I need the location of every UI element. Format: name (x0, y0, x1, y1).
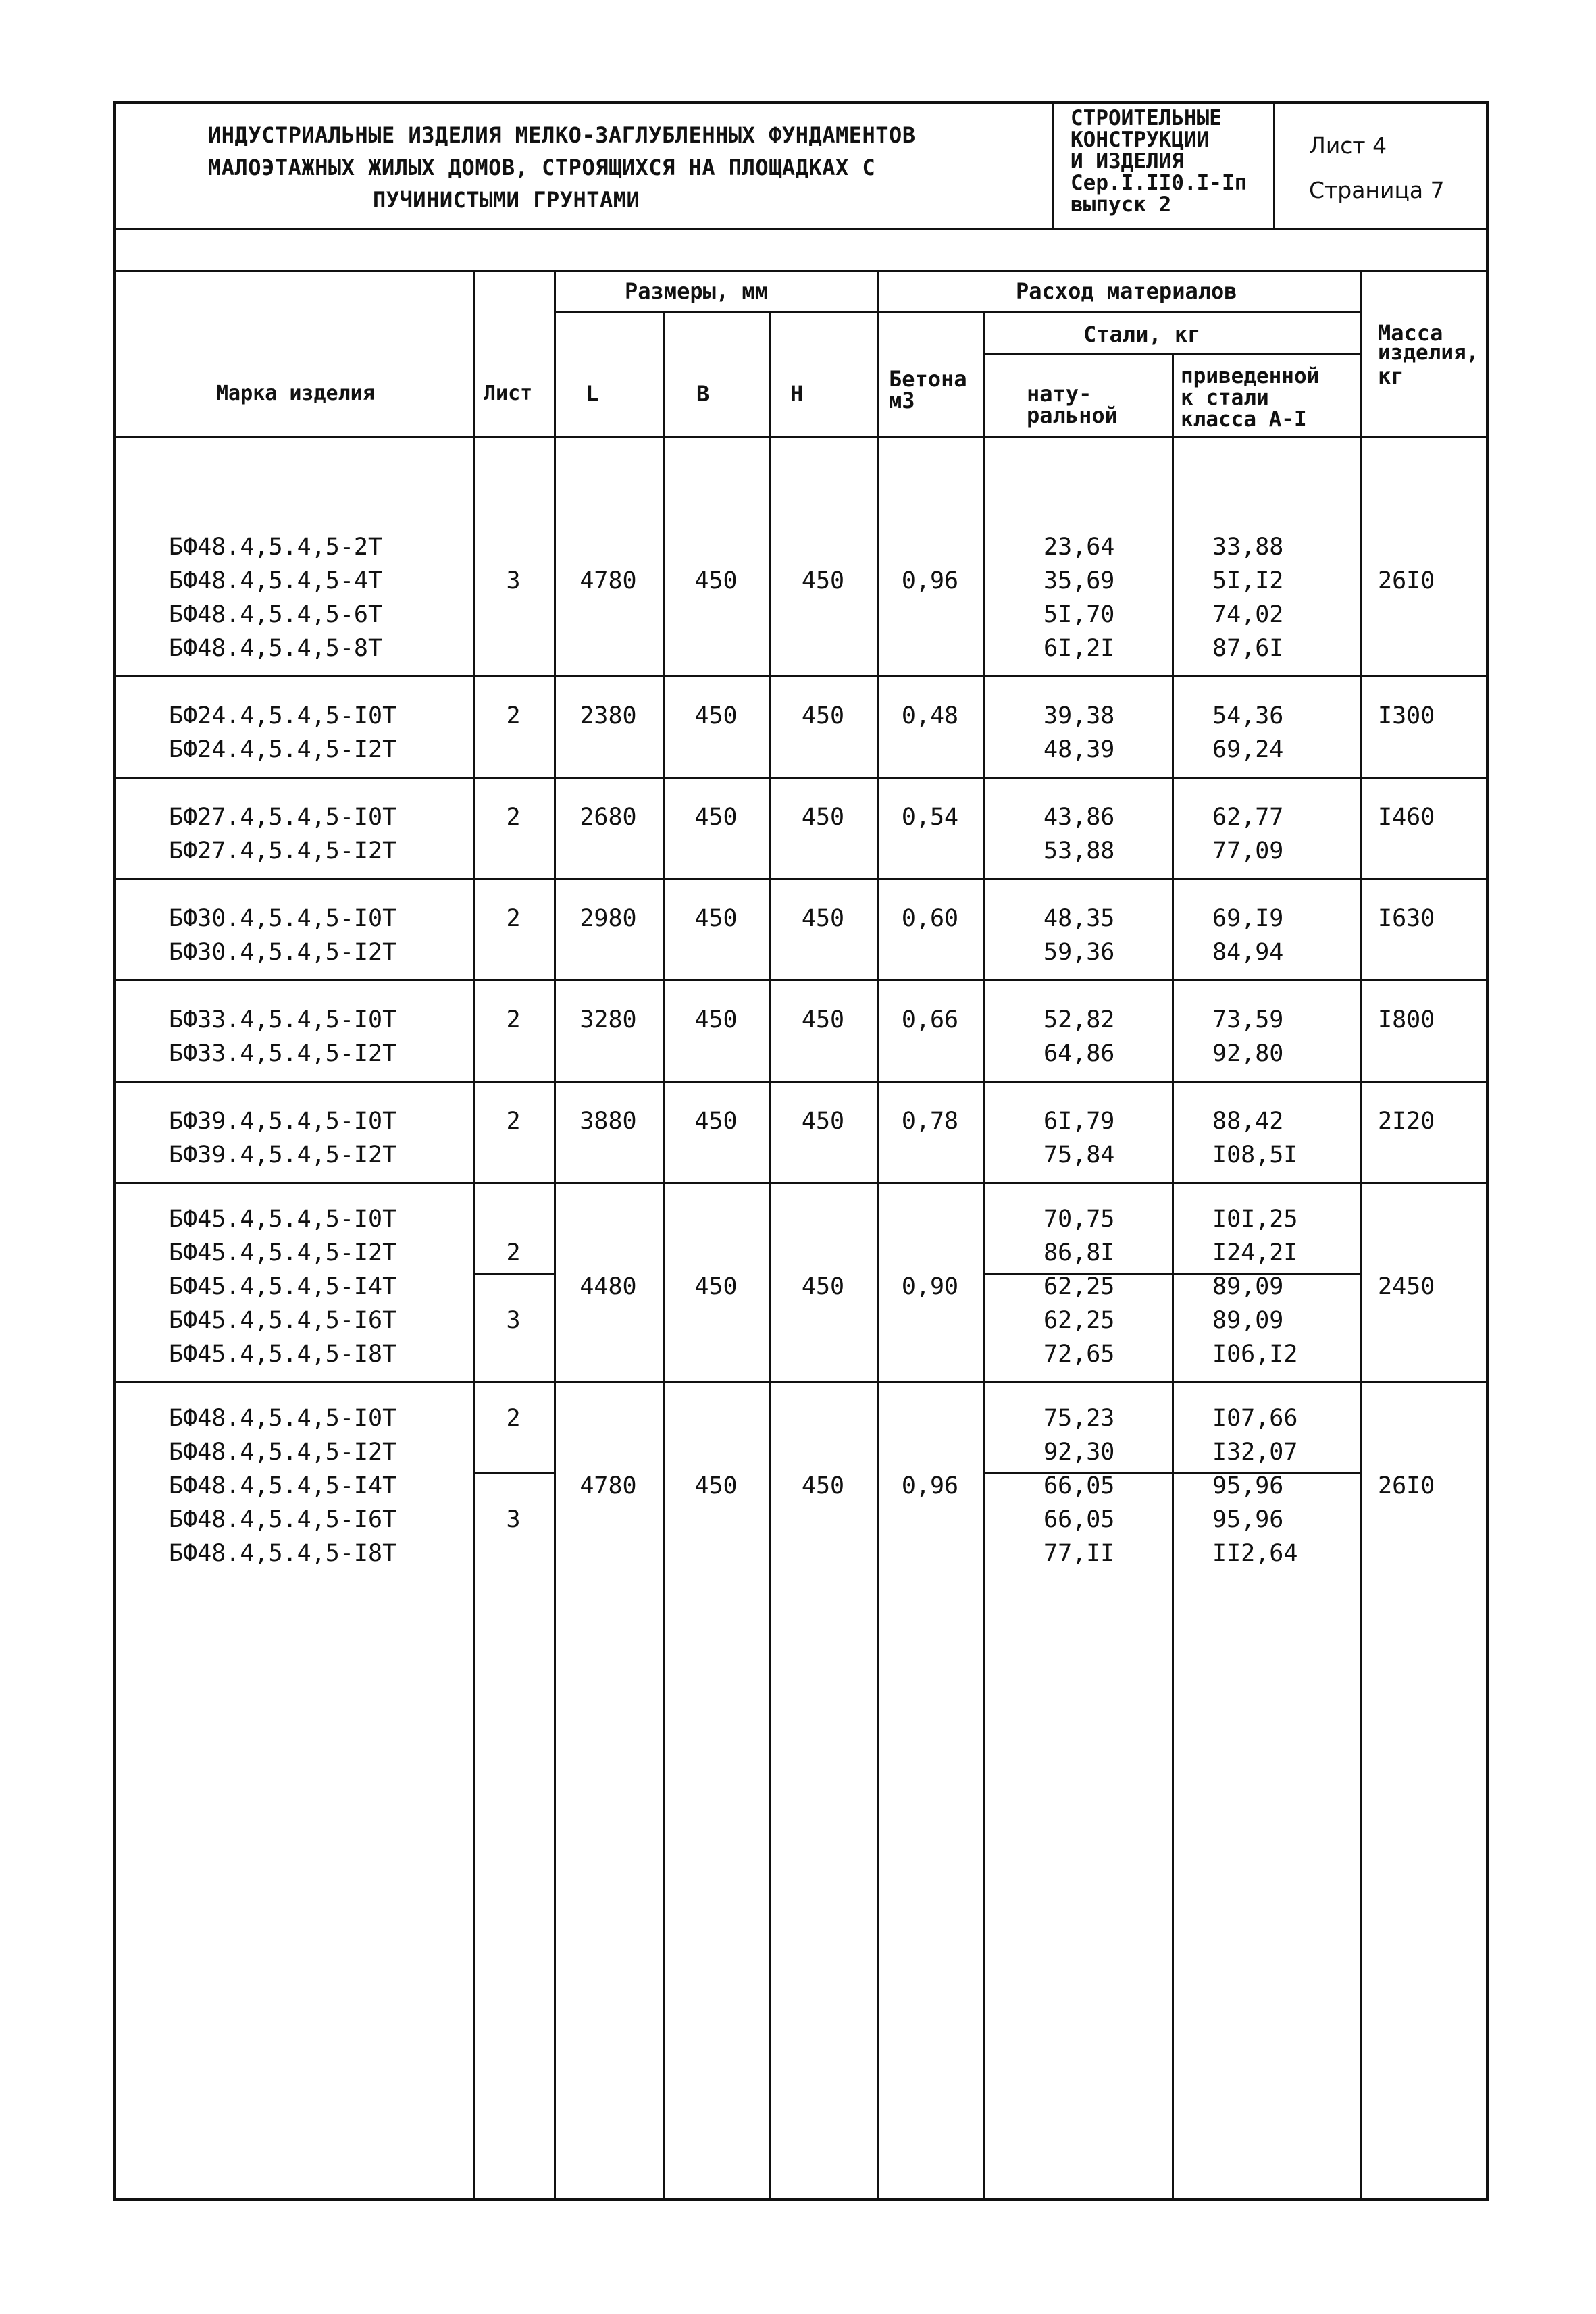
header-bottom-line (113, 436, 1489, 438)
group-2-mass: I300 (1378, 702, 1435, 729)
col-sheet-L-divider (554, 270, 556, 2201)
group-2-L: 2380 (580, 702, 637, 729)
table-cell: 59,36 (1044, 939, 1115, 966)
title-series-divider (1052, 101, 1054, 228)
table-row-mark: БФ45.4,5.4,5-I4Т (169, 1273, 397, 1300)
col-natural-reduced-divider (1172, 353, 1174, 2201)
table-cell: 77,09 (1212, 838, 1284, 865)
series-line-5: выпуск 2 (1071, 192, 1172, 217)
group-1-H: 450 (801, 567, 845, 594)
table-cell: 6I,79 (1044, 1108, 1115, 1135)
group-separator-1 (113, 675, 1489, 677)
group-5-natural (1044, 1003, 1165, 1071)
header-mark: Марка изделия (216, 382, 375, 405)
table-cell: 53,88 (1044, 838, 1115, 865)
table-row-mark: БФ24.4,5.4,5-I2Т (169, 736, 397, 763)
group-3-marks (169, 800, 459, 868)
header-natural-2: ральной (1027, 403, 1118, 428)
table-cell: I0I,25 (1212, 1206, 1298, 1233)
group-3-mass: I460 (1378, 804, 1435, 831)
table-cell: 54,36 (1212, 702, 1284, 729)
group-8-H: 450 (801, 1472, 845, 1499)
group-7-B: 450 (694, 1273, 738, 1300)
header-L: L (586, 381, 599, 407)
group-separator-6 (113, 1182, 1489, 1184)
table-cell: 5I,70 (1044, 601, 1115, 628)
group-7-reduced (1212, 1202, 1347, 1371)
table-row-mark: БФ39.4,5.4,5-I2Т (169, 1141, 397, 1168)
group-1-L: 4780 (580, 567, 637, 594)
table-cell: 6I,2I (1044, 635, 1115, 662)
header-steel: Стали, кг (1083, 322, 1201, 347)
group-separator-5 (113, 1081, 1489, 1083)
table-cell: 70,75 (1044, 1206, 1115, 1233)
group-6-reduced (1212, 1104, 1347, 1172)
table-cell: I24,2I (1212, 1239, 1298, 1266)
document-title-line-2: МАЛОЭТАЖНЫХ ЖИЛЫХ ДОМОВ, СТРОЯЩИХСЯ НА ПЛОЩАДКАХ С (208, 155, 876, 180)
group-5-reduced (1212, 1003, 1347, 1071)
group-6-mass: 2I20 (1378, 1108, 1435, 1135)
table-cell: 62,25 (1044, 1273, 1115, 1300)
table-row-mark: БФ45.4,5.4,5-I2Т (169, 1239, 397, 1266)
table-cell: 77,II (1044, 1540, 1115, 1567)
group-8-marks (169, 1402, 459, 1570)
group-separator-4 (113, 979, 1489, 981)
group-4-natural (1044, 902, 1165, 969)
header-group-line (554, 311, 1360, 313)
group-8-L: 4780 (580, 1472, 637, 1499)
table-cell: 33,88 (1212, 534, 1284, 561)
group-4-reduced (1212, 902, 1347, 969)
table-row-mark: БФ48.4,5.4,5-6Т (169, 601, 383, 628)
table-cell: 35,69 (1044, 567, 1115, 594)
table-row-mark: БФ48.4,5.4,5-8Т (169, 635, 383, 662)
group-4-concrete: 0,60 (901, 905, 959, 932)
table-cell: 69,24 (1212, 736, 1284, 763)
table-cell: 92,30 (1044, 1439, 1115, 1466)
group-3-sheet: 2 (506, 804, 521, 831)
group-8-reduced (1212, 1402, 1347, 1570)
group-1-natural (1044, 530, 1165, 665)
page-number: Страница 7 (1309, 177, 1445, 203)
header-concrete-2: м3 (889, 388, 915, 413)
table-cell: 75,23 (1044, 1405, 1115, 1432)
table-row-mark: БФ48.4,5.4,5-I2Т (169, 1439, 397, 1466)
table-cell: 62,77 (1212, 804, 1284, 831)
group-2-natural (1044, 699, 1165, 767)
group-5-marks (169, 1003, 459, 1071)
table-cell: 86,8I (1044, 1239, 1115, 1266)
group-4-H: 450 (801, 905, 845, 932)
table-row-mark: БФ48.4,5.4,5-I6Т (169, 1506, 397, 1533)
table-cell: 72,65 (1044, 1341, 1115, 1368)
group-1-concrete: 0,96 (901, 567, 959, 594)
group-7-sheet-upper: 2 (506, 1239, 521, 1266)
header-reduced-2: к стали (1181, 386, 1269, 410)
series-line-4: Сер.I.II0.I-Iп (1071, 171, 1247, 195)
group-6-H: 450 (801, 1108, 845, 1135)
table-row-mark: БФ27.4,5.4,5-I0Т (169, 804, 397, 831)
table-cell: 64,86 (1044, 1040, 1115, 1067)
group-1-B: 450 (694, 567, 738, 594)
table-cell: 95,96 (1212, 1506, 1284, 1533)
group-6-marks (169, 1104, 459, 1172)
group-4-B: 450 (694, 905, 738, 932)
table-cell: 23,64 (1044, 534, 1115, 561)
group-6-concrete: 0,78 (901, 1108, 959, 1135)
table-row-mark: БФ45.4,5.4,5-I0Т (169, 1206, 397, 1233)
table-row-mark: БФ48.4,5.4,5-4Т (169, 567, 383, 594)
group-5-mass: I800 (1378, 1006, 1435, 1033)
table-row-mark: БФ45.4,5.4,5-I8Т (169, 1341, 397, 1368)
table-row-mark: БФ39.4,5.4,5-I0Т (169, 1108, 397, 1135)
table-cell: 69,I9 (1212, 905, 1284, 932)
col-concrete-natural-divider (983, 311, 985, 2201)
group-7-concrete: 0,90 (901, 1273, 959, 1300)
table-cell: 48,39 (1044, 736, 1115, 763)
table-cell: 88,42 (1212, 1108, 1284, 1135)
table-row-mark: БФ24.4,5.4,5-I0Т (169, 702, 397, 729)
group-8-sheet-upper: 2 (506, 1405, 521, 1432)
group-4-marks (169, 902, 459, 969)
group-3-H: 450 (801, 804, 845, 831)
header-sheet: Лист (484, 382, 533, 405)
group7-sheet-split-line (473, 1273, 554, 1275)
header-H: H (790, 381, 804, 407)
table-cell: I06,I2 (1212, 1341, 1298, 1368)
series-page-divider (1273, 101, 1275, 228)
group-6-B: 450 (694, 1108, 738, 1135)
table-row-mark: БФ33.4,5.4,5-I0Т (169, 1006, 397, 1033)
group-7-H: 450 (801, 1273, 845, 1300)
sheet-number: Лист 4 (1309, 132, 1387, 159)
table-cell: 66,05 (1044, 1472, 1115, 1499)
group-7-sheet-lower: 3 (506, 1307, 521, 1334)
table-cell: 95,96 (1212, 1472, 1284, 1499)
header-concrete-1: Бетона (889, 366, 967, 392)
series-line-1: СТРОИТЕЛЬНЫЕ (1071, 106, 1222, 130)
group-3-natural (1044, 800, 1165, 868)
group8-sheet-split-line (473, 1472, 554, 1474)
group-2-H: 450 (801, 702, 845, 729)
table-row-mark: БФ48.4,5.4,5-2Т (169, 534, 383, 561)
group-2-concrete: 0,48 (901, 702, 959, 729)
group-6-L: 3880 (580, 1108, 637, 1135)
group-6-natural (1044, 1104, 1165, 1172)
table-cell: 66,05 (1044, 1506, 1115, 1533)
title-block-bottom-line (113, 228, 1489, 230)
group-8-natural (1044, 1402, 1165, 1570)
header-mass-3: кг (1378, 363, 1404, 389)
table-row-mark: БФ48.4,5.4,5-I4Т (169, 1472, 397, 1499)
group-8-mass: 26I0 (1378, 1472, 1435, 1499)
group-5-L: 3280 (580, 1006, 637, 1033)
table-row-mark: БФ48.4,5.4,5-I8Т (169, 1540, 397, 1567)
group-4-mass: I630 (1378, 905, 1435, 932)
table-cell: 39,38 (1044, 702, 1115, 729)
table-cell: II2,64 (1212, 1540, 1298, 1567)
group-1-mass: 26I0 (1378, 567, 1435, 594)
header-reduced-1: приведенной (1181, 364, 1320, 388)
header-mass-2: изделия, (1378, 340, 1479, 365)
group-5-concrete: 0,66 (901, 1006, 959, 1033)
table-cell: I07,66 (1212, 1405, 1298, 1432)
table-cell: 74,02 (1212, 601, 1284, 628)
table-row-mark: БФ48.4,5.4,5-I0Т (169, 1405, 397, 1432)
series-line-3: И ИЗДЕЛИЯ (1071, 149, 1184, 174)
group-1-reduced (1212, 530, 1347, 665)
group-4-sheet: 2 (506, 905, 521, 932)
table-cell: 73,59 (1212, 1006, 1284, 1033)
table-top-line (113, 270, 1489, 272)
table-cell: 5I,I2 (1212, 567, 1284, 594)
series-line-2: КОНСТРУКЦИИ (1071, 128, 1210, 152)
group-5-H: 450 (801, 1006, 845, 1033)
group-separator-7 (113, 1381, 1489, 1383)
group-2-B: 450 (694, 702, 738, 729)
document-title-line-1: ИНДУСТРИАЛЬНЫЕ ИЗДЕЛИЯ МЕЛКО-ЗАГЛУБЛЕННЫХ ФУНДАМЕНТОВ (208, 122, 916, 148)
table-cell: 87,6I (1212, 635, 1284, 662)
table-cell: 84,94 (1212, 939, 1284, 966)
header-B: B (696, 381, 710, 407)
group-5-sheet: 2 (506, 1006, 521, 1033)
table-cell: 43,86 (1044, 804, 1115, 831)
table-cell: 89,09 (1212, 1273, 1284, 1300)
col-H-concrete-divider (877, 270, 879, 2201)
table-cell: 75,84 (1044, 1141, 1115, 1168)
group-8-sheet-lower: 3 (506, 1506, 521, 1533)
group-6-sheet: 2 (506, 1108, 521, 1135)
document-title-line-3: ПУЧИНИСТЫМИ ГРУНТАМИ (373, 187, 640, 213)
header-natural-1: нату- (1027, 381, 1092, 407)
table-row-mark: БФ33.4,5.4,5-I2Т (169, 1040, 397, 1067)
group-1-marks (169, 530, 459, 665)
table-cell: 92,80 (1212, 1040, 1284, 1067)
header-materials: Расход материалов (1016, 278, 1237, 304)
group-3-reduced (1212, 800, 1347, 868)
group-4-L: 2980 (580, 905, 637, 932)
group-7-marks (169, 1202, 459, 1371)
table-cell: I32,07 (1212, 1439, 1298, 1466)
group-3-L: 2680 (580, 804, 637, 831)
header-mass-1: Масса (1378, 320, 1443, 346)
table-cell: 62,25 (1044, 1307, 1115, 1334)
group-3-B: 450 (694, 804, 738, 831)
group-2-reduced (1212, 699, 1347, 767)
group-7-mass: 2450 (1378, 1273, 1435, 1300)
table-cell: I08,5I (1212, 1141, 1298, 1168)
group-7-L: 4480 (580, 1273, 637, 1300)
group-separator-2 (113, 777, 1489, 779)
header-sizes: Размеры, мм (625, 278, 768, 304)
group-1-sheet: 3 (506, 567, 521, 594)
group-8-concrete: 0,96 (901, 1472, 959, 1499)
table-cell: 52,82 (1044, 1006, 1115, 1033)
group-5-B: 450 (694, 1006, 738, 1033)
table-row-mark: БФ27.4,5.4,5-I2Т (169, 838, 397, 865)
table-row-mark: БФ30.4,5.4,5-I0Т (169, 905, 397, 932)
group-8-B: 450 (694, 1472, 738, 1499)
header-reduced-3: класса A-I (1181, 407, 1307, 432)
group-3-concrete: 0,54 (901, 804, 959, 831)
group-separator-3 (113, 878, 1489, 880)
col-mark-sheet-divider (473, 270, 475, 2201)
col-reduced-mass-divider (1360, 270, 1362, 2201)
table-cell: 89,09 (1212, 1307, 1284, 1334)
group-2-marks (169, 699, 459, 767)
table-row-mark: БФ45.4,5.4,5-I6Т (169, 1307, 397, 1334)
table-cell: 48,35 (1044, 905, 1115, 932)
table-row-mark: БФ30.4,5.4,5-I2Т (169, 939, 397, 966)
group-7-natural (1044, 1202, 1165, 1371)
group-2-sheet: 2 (506, 702, 521, 729)
